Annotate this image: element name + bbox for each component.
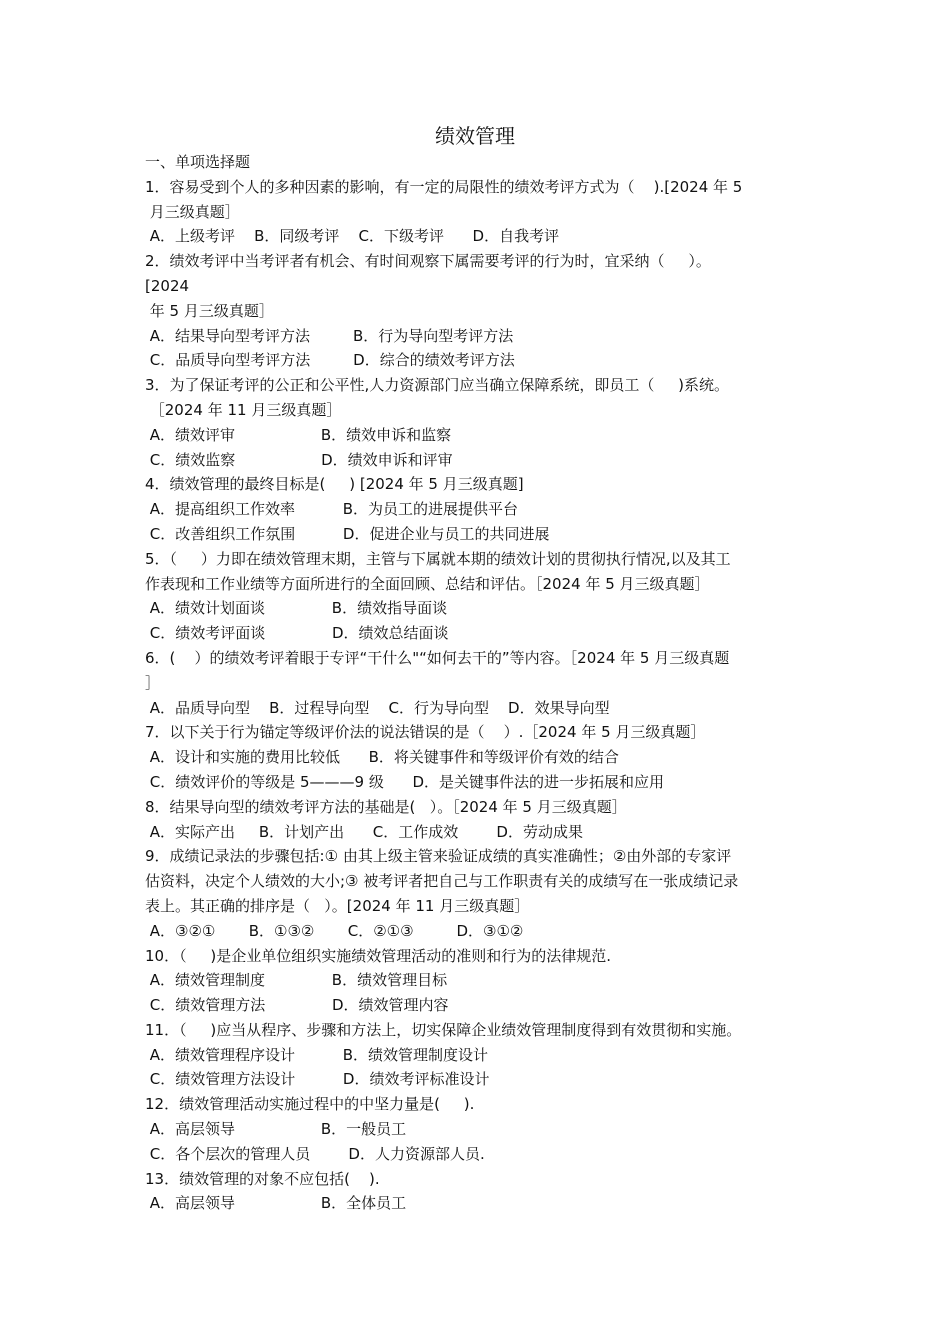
question-2-options-cd: C．品质导向型考评方法 D．综合的绩效考评方法 <box>145 351 515 370</box>
question-11-options-ab: A．绩效管理程序设计 B．绩效管理制度设计 <box>145 1045 489 1064</box>
question-12-options-ab: A．高层领导 B．一般员工 <box>145 1120 407 1139</box>
question-3-source: ［2024 年 11 月三级真题］ <box>145 400 342 419</box>
question-3-text: 3．为了保证考评的公正和公平性,人力资源部门应当确立保障系统，即员工（ )系统。 <box>145 376 730 395</box>
question-7-options-cd: C．绩效评价的等级是 5———9 级 D．是关键事件法的进一步拓展和应用 <box>145 772 665 791</box>
document-title: 绩效管理 <box>435 124 515 148</box>
section-heading: 一、单项选择题 <box>145 153 251 171</box>
question-2-options-ab: A．结果导向型考评方法 B．行为导向型考评方法 <box>145 326 514 345</box>
question-4-text: 4．绩效管理的最终目标是( ) [2024 年 5 月三级真题] <box>145 475 524 494</box>
question-13-text: 13．绩效管理的对象不应包括( ). <box>145 1169 380 1188</box>
question-6-text: 6．( ）的绩效考评着眼于专评“干什么"“如何去干的”等内容。［2024 年 5 月三级真题 <box>145 648 730 667</box>
question-6-options: A．品质导向型 B．过程导向型 C．行为导向型 D．效果导向型 <box>145 698 610 717</box>
question-6-text-cont: ］ <box>145 673 161 692</box>
question-2-source: 年 5 月三级真题］ <box>145 301 274 320</box>
question-12-text: 12．绩效管理活动实施过程中的中坚力量是( ). <box>145 1095 475 1114</box>
question-2-text-cont: [2024 <box>145 276 190 295</box>
question-5-options-ab: A．绩效计划面谈 B．绩效指导面谈 <box>145 599 448 618</box>
question-3-options-cd: C．绩效监察 D．绩效申诉和评审 <box>145 450 453 469</box>
question-1-options: A．上级考评 B．同级考评 C．下级考评 D．自我考评 <box>145 227 560 246</box>
question-8-options: A．实际产出 B．计划产出 C．工作成效 D．劳动成果 <box>145 822 583 841</box>
question-7-text: 7．以下关于行为锚定等级评价法的说法错误的是（ ）.［2024 年 5 月三级真题］ <box>145 723 706 742</box>
document-body <box>145 150 815 1216</box>
question-9-text: 9．成绩记录法的步骤包括:① 由其上级主管来验证成绩的真实准确性；②由外部的专家评 <box>145 847 732 866</box>
question-10-text: 10．（ )是企业单位组织实施绩效管理活动的准则和行为的法律规范. <box>145 946 612 965</box>
question-11-options-cd: C．绩效管理方法设计 D．绩效考评标准设计 <box>145 1070 490 1089</box>
question-10-options-cd: C．绩效管理方法 D．绩效管理内容 <box>145 996 449 1015</box>
question-9-text-cont: 估资料，决定个人绩效的大小;③ 被考评者把自己与工作职责有关的成绩写在一张成绩记录 <box>145 872 739 891</box>
question-3-options-ab: A．绩效评审 B．绩效申诉和监察 <box>145 425 452 444</box>
question-8-text: 8．结果导向型的绩效考评方法的基础是( ）。［2024 年 5 月三级真题］ <box>145 797 627 816</box>
question-11-text: 11．（ )应当从程序、步骤和方法上，切实保障企业绩效管理制度得到有效贯彻和实施。 <box>145 1020 742 1039</box>
question-5-text: 5．（ ）力即在绩效管理末期，主管与下属就本期的绩效计划的贯彻执行情况,以及其工 <box>145 549 731 568</box>
question-5-text-cont: 作表现和工作业绩等方面所进行的全面回顾、总结和评估。［2024 年 5 月三级真题］ <box>145 574 710 593</box>
question-1-text: 1．容易受到个人的多种因素的影响，有一定的局限性的绩效考评方式为（ ).[2024 年 5 <box>145 177 743 196</box>
question-7-options-ab: A．设计和实施的费用比较低 B．将关键事件和等级评价有效的结合 <box>145 748 619 767</box>
question-13-options-ab: A．高层领导 B．全体员工 <box>145 1194 407 1213</box>
question-4-options-cd: C．改善组织工作氛围 D．促进企业与员工的共同进展 <box>145 524 550 543</box>
question-10-options-ab: A．绩效管理制度 B．绩效管理目标 <box>145 971 448 990</box>
question-1-source: 月三级真题］ <box>145 202 240 221</box>
question-5-options-cd: C．绩效考评面谈 D．绩效总结面谈 <box>145 624 449 643</box>
question-12-options-cd: C．各个层次的管理人员 D．人力资源部人员. <box>145 1144 485 1163</box>
question-4-options-ab: A．提高组织工作效率 B．为员工的进展提供平台 <box>145 500 519 519</box>
question-2-text: 2．绩效考评中当考评者有机会、有时间观察下属需要考评的行为时，宜采纳（ ）。 <box>145 252 711 271</box>
question-9-options: A．③②① B．①③② C．②①③ D．③①② <box>145 921 524 940</box>
question-9-text-cont-2: 表上。其正确的排序是（ ）。[2024 年 11 月三级真题］ <box>145 896 530 915</box>
